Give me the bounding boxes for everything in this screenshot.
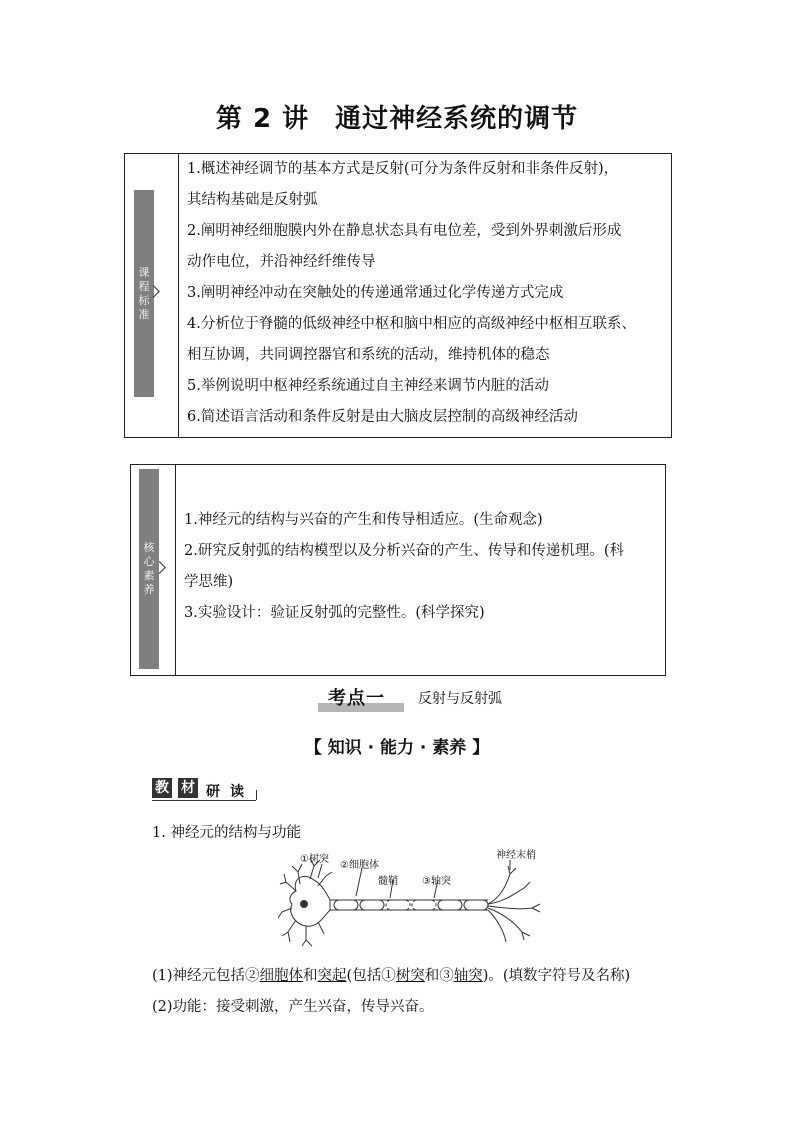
label-char: 标 — [138, 294, 150, 307]
answer-cell-body: 细胞体 — [259, 968, 304, 984]
standard-line: 动作电位，并沿神经纤维传导 — [187, 254, 376, 270]
label-char: 素 — [143, 569, 155, 582]
p1-text: 和 — [303, 968, 318, 984]
standard-line: 其结构基础是反射弧 — [187, 192, 318, 208]
standard-line: 3.阐明神经冲动在突触处的传递通常通过化学传递方式完成 — [187, 285, 564, 301]
item-1-title: 1. 神经元的结构与功能 — [152, 825, 301, 841]
literacy-line: 2.研究反射弧的结构模型以及分析兴奋的产生、传导和传递机理。(科 — [184, 543, 624, 559]
label-char: 核 — [143, 541, 155, 554]
box-divider — [178, 154, 179, 437]
standard-line: 6.简述语言活动和条件反射是由大脑皮层控制的高级神经活动 — [187, 409, 578, 425]
badge-underline — [152, 800, 256, 801]
answer-dendrite: 树突 — [395, 968, 425, 984]
core-literacy-box — [130, 464, 666, 676]
badge-char: 读 — [230, 784, 244, 800]
kaodian-title: 考点一 — [328, 688, 385, 709]
badge-char: 材 — [178, 778, 198, 798]
paragraph-2: (2)功能：接受刺激，产生兴奋，传导兴奋。 — [152, 999, 434, 1015]
label-char: 课 — [138, 266, 150, 279]
core-literacy-text — [184, 505, 624, 629]
badge-char: 研 — [206, 784, 220, 800]
standard-line: 1.概述神经调节的基本方式是反射(可分为条件反射和非条件反射)， — [187, 161, 619, 177]
label-char: 程 — [138, 280, 150, 293]
cell-body-label: ②细胞体 — [340, 860, 379, 871]
section-heading: 【 知识 · 能力 · 素养 】 — [304, 738, 490, 758]
page-title — [0, 98, 794, 135]
curriculum-standards-box — [124, 153, 672, 438]
standard-line: 相互协调，共同调控器官和系统的活动，维持机体的稳态 — [187, 347, 550, 363]
neuron-drawing — [278, 858, 540, 946]
curriculum-standards-text — [187, 154, 636, 433]
standard-line: 4.分析位于脊髓的低级神经中枢和脑中相应的高级神经中枢相互联系、 — [187, 316, 636, 332]
badge-char: 教 — [152, 778, 172, 798]
dendrite-label: ①树突 — [300, 854, 329, 865]
label-char: 心 — [143, 555, 155, 568]
textbook-reading-badge — [152, 778, 262, 804]
literacy-line: 3.实验设计：验证反射弧的完整性。(科学探究) — [184, 605, 485, 621]
lecture-number: 第 2 讲 — [215, 104, 310, 134]
literacy-line: 学思维) — [184, 574, 234, 590]
answer-process: 突起 — [317, 968, 347, 984]
p1-text: (1)神经元包括② — [152, 968, 260, 984]
kaodian-subtitle: 反射与反射弧 — [418, 691, 502, 707]
sheath-label: 髓鞘 — [378, 876, 398, 887]
p1-text: 和③ — [424, 968, 454, 984]
nerve-ending-label: 神经末梢 — [496, 850, 536, 861]
p1-text: )。(填数字符号及名称) — [482, 968, 631, 984]
standard-line: 5.举例说明中枢神经系统通过自主神经来调节内脏的活动 — [187, 378, 549, 394]
neuron-diagram — [278, 846, 548, 956]
box-divider — [175, 465, 176, 675]
lecture-topic: 通过神经系统的调节 — [335, 104, 579, 134]
p1-text: (包括① — [346, 968, 396, 984]
standard-line: 2.阐明神经细胞膜内外在静息状态具有电位差，受到外界刺激后形成 — [187, 223, 622, 239]
paragraph-1 — [152, 964, 630, 985]
axon-label: ③轴突 — [422, 876, 451, 887]
label-char: 准 — [138, 308, 150, 321]
literacy-line: 1.神经元的结构与兴奋的产生和传导相适应。(生命观念) — [184, 512, 543, 528]
badge-tick — [256, 790, 257, 800]
label-char: 养 — [143, 583, 155, 596]
answer-axon: 轴突 — [453, 968, 483, 984]
